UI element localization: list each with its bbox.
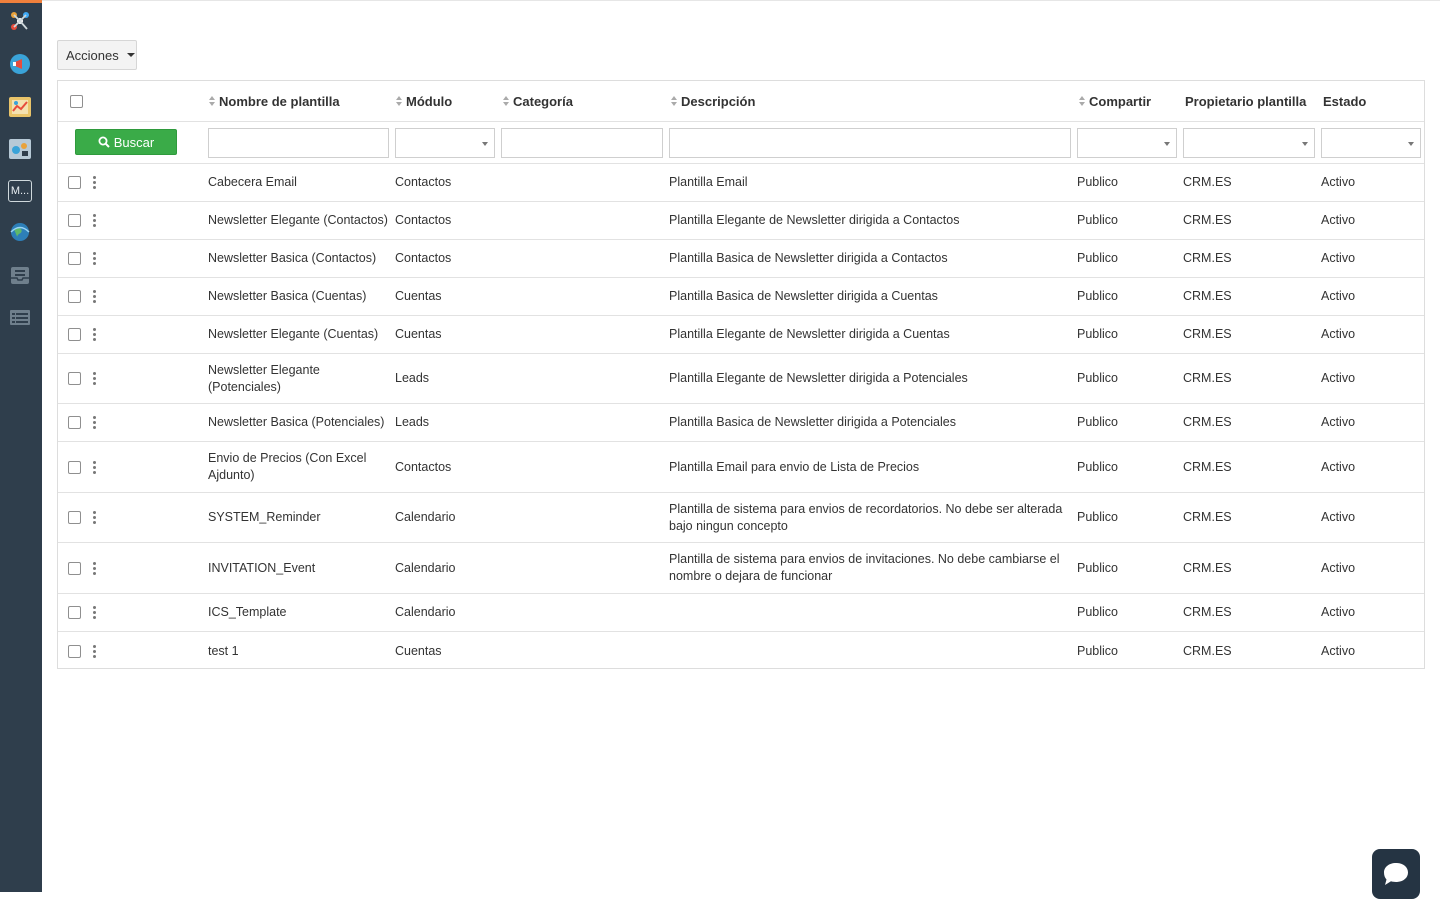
row-select-cell (68, 442, 96, 492)
cell-estado: Activo (1321, 289, 1356, 303)
table-row[interactable] (58, 442, 1424, 493)
cell-categoria (501, 632, 661, 670)
megaphone-icon (8, 52, 32, 76)
cell-modulo: Contactos (395, 213, 452, 227)
cell-modulo: Calendario (395, 560, 456, 575)
cell-categoria (501, 240, 661, 277)
cell-categoria (501, 404, 661, 441)
cell-nombre[interactable]: SYSTEM_Reminder (208, 510, 321, 524)
filter-estado-select[interactable] (1321, 128, 1421, 158)
more-vertical-icon[interactable] (93, 252, 96, 265)
cell-estado: Activo (1321, 251, 1356, 265)
table-row[interactable] (58, 493, 1424, 543)
cell-compartir: Publico (1077, 643, 1118, 658)
cell-categoria (501, 594, 661, 631)
search-button[interactable] (75, 129, 177, 155)
filter-categoria-input[interactable] (501, 128, 663, 158)
cell-categoria (501, 493, 661, 542)
sidebar (0, 0, 42, 892)
cell-descripcion: Plantilla de sistema para envios de invitaciones. No debe cambiarse el nombre o dejara de funcionar (669, 552, 1060, 583)
row-checkbox[interactable] (68, 645, 81, 658)
cell-nombre[interactable]: Newsletter Basica (Cuentas) (208, 289, 367, 303)
col-header-nombre[interactable] (209, 81, 340, 121)
chat-bubble-icon (1382, 861, 1410, 887)
templates-table (57, 80, 1425, 669)
sidebar-accent (0, 0, 42, 3)
cell-descripcion: Plantilla Email para envio de Lista de Precios (669, 459, 920, 474)
row-checkbox[interactable] (68, 328, 81, 341)
sidebar-item-sales[interactable] (8, 95, 32, 119)
globe-icon (8, 220, 32, 244)
cell-propietario: CRM.ES (1183, 213, 1232, 227)
col-header-propietario[interactable] (1185, 81, 1306, 121)
actions-label: Acciones (66, 47, 119, 63)
row-checkbox[interactable] (68, 461, 81, 474)
row-checkbox[interactable] (68, 372, 81, 385)
sort-icon (209, 96, 216, 107)
cell-nombre[interactable]: test 1 (208, 643, 239, 658)
cell-propietario: CRM.ES (1183, 459, 1232, 474)
cell-descripcion: Plantilla Elegante de Newsletter dirigida a Cuentas (669, 327, 950, 341)
cell-modulo: Contactos (395, 251, 452, 265)
row-checkbox[interactable] (68, 562, 81, 575)
table-row[interactable] (58, 632, 1424, 670)
row-select-cell (68, 164, 96, 201)
cell-descripcion: Plantilla Basica de Newsletter dirigida a Potenciales (669, 415, 956, 429)
more-vertical-icon[interactable] (93, 176, 96, 189)
table-row[interactable] (58, 543, 1424, 594)
cell-modulo: Cuentas (395, 289, 442, 303)
sidebar-item-more-label: M... (8, 180, 32, 202)
cell-nombre[interactable]: ICS_Template (208, 605, 287, 619)
cell-estado: Activo (1321, 643, 1356, 658)
filter-modulo-select[interactable] (395, 128, 495, 158)
more-vertical-icon[interactable] (93, 416, 96, 429)
more-vertical-icon[interactable] (93, 214, 96, 227)
col-header-nombre-label: Nombre de plantilla (219, 93, 340, 109)
actions-dropdown-button[interactable] (57, 40, 137, 70)
cell-compartir: Publico (1077, 415, 1118, 429)
cell-modulo: Calendario (395, 510, 456, 524)
cell-descripcion: Plantilla Basica de Newsletter dirigida a Cuentas (669, 289, 938, 303)
sidebar-item-home[interactable] (8, 9, 32, 33)
cell-propietario: CRM.ES (1183, 251, 1232, 265)
analytics-board-icon (8, 137, 32, 161)
cell-propietario: CRM.ES (1183, 415, 1232, 429)
filter-propietario-select[interactable] (1183, 128, 1315, 158)
cell-categoria (501, 278, 661, 315)
cell-descripcion: Plantilla Basica de Newsletter dirigida a Contactos (669, 251, 948, 265)
cell-nombre[interactable]: Newsletter Elegante (Cuentas) (208, 327, 379, 341)
cell-categoria (501, 354, 661, 403)
row-select-cell (68, 594, 96, 631)
row-checkbox[interactable] (68, 290, 81, 303)
table-row[interactable] (58, 278, 1424, 316)
cell-propietario: CRM.ES (1183, 605, 1232, 619)
cell-compartir: Publico (1077, 371, 1118, 385)
cell-propietario: CRM.ES (1183, 327, 1232, 341)
cell-descripcion: Plantilla de sistema para envios de recordatorios. No debe ser alterada bajo ningun concepto (669, 501, 1063, 533)
cell-categoria (501, 316, 661, 353)
col-header-modulo[interactable] (396, 81, 452, 121)
sort-icon (503, 96, 510, 107)
more-vertical-icon[interactable] (93, 511, 96, 524)
cell-compartir: Publico (1077, 510, 1118, 524)
cell-nombre[interactable]: Newsletter Basica (Contactos) (208, 251, 377, 265)
row-select-cell (68, 240, 96, 277)
row-checkbox[interactable] (68, 176, 81, 189)
more-vertical-icon[interactable] (93, 372, 96, 385)
cell-descripcion (669, 594, 1071, 631)
sort-icon (1079, 96, 1086, 107)
cell-categoria (501, 202, 661, 239)
cell-modulo: Calendario (395, 605, 456, 619)
table-header-row (58, 81, 1424, 122)
cell-nombre[interactable]: INVITATION_Event (208, 560, 316, 575)
cell-categoria (501, 442, 661, 492)
cell-nombre[interactable]: Newsletter Elegante (Contactos) (208, 213, 388, 227)
cell-estado: Activo (1321, 175, 1356, 189)
cell-estado: Activo (1321, 510, 1356, 524)
cell-modulo: Cuentas (395, 643, 442, 658)
cell-estado: Activo (1321, 459, 1356, 474)
filter-compartir-select[interactable] (1077, 128, 1177, 158)
row-checkbox[interactable] (68, 511, 81, 524)
caret-down-icon (127, 53, 135, 57)
cell-propietario: CRM.ES (1183, 289, 1232, 303)
sort-icon (396, 96, 403, 107)
table-row[interactable] (58, 164, 1424, 202)
col-header-estado[interactable] (1323, 81, 1366, 121)
filter-nombre-input[interactable] (208, 128, 389, 158)
cell-modulo: Leads (395, 371, 430, 385)
cell-estado: Activo (1321, 560, 1356, 575)
row-select-cell (68, 543, 96, 593)
row-select-cell (68, 354, 96, 403)
table-row[interactable] (58, 354, 1424, 404)
cell-nombre[interactable]: Cabecera Email (208, 175, 297, 189)
cell-propietario: CRM.ES (1183, 560, 1232, 575)
cell-compartir: Publico (1077, 459, 1118, 474)
more-vertical-icon[interactable] (93, 290, 96, 303)
cell-modulo: Cuentas (395, 327, 442, 341)
cell-modulo: Contactos (395, 459, 452, 474)
col-header-compartir-label: Compartir (1089, 93, 1152, 109)
cell-modulo: Leads (395, 415, 430, 429)
cell-compartir: Publico (1077, 560, 1118, 575)
more-vertical-icon[interactable] (93, 606, 96, 619)
row-checkbox[interactable] (68, 214, 81, 227)
table-row[interactable] (58, 240, 1424, 278)
col-header-categoria-label: Categoría (513, 93, 573, 109)
sidebar-item-more[interactable] (8, 179, 32, 203)
cell-descripcion: Plantilla Email (669, 175, 748, 189)
cell-categoria (501, 543, 661, 593)
more-vertical-icon[interactable] (93, 645, 96, 658)
row-select-cell (68, 404, 96, 441)
cell-nombre[interactable]: Newsletter Elegante (Potenciales) (208, 362, 320, 394)
table-filter-row (58, 122, 1424, 164)
sidebar-item-marketing[interactable] (8, 52, 32, 76)
cell-propietario: CRM.ES (1183, 510, 1232, 524)
list-icon (8, 305, 32, 329)
chart-board-icon (8, 95, 32, 119)
cell-propietario: CRM.ES (1183, 643, 1232, 658)
select-all-checkbox-cell[interactable] (70, 81, 83, 121)
table-row[interactable] (58, 316, 1424, 354)
more-vertical-icon[interactable] (93, 461, 96, 474)
inbox-icon (8, 263, 32, 287)
sidebar-item-analytics[interactable] (8, 137, 32, 161)
cell-compartir: Publico (1077, 175, 1118, 189)
row-checkbox[interactable] (68, 252, 81, 265)
row-select-cell (68, 202, 96, 239)
cell-estado: Activo (1321, 415, 1356, 429)
table-row[interactable] (58, 404, 1424, 442)
search-button-label: Buscar (113, 134, 155, 150)
sort-icon (671, 96, 678, 107)
cell-descripcion: Plantilla Elegante de Newsletter dirigida a Potenciales (669, 371, 968, 385)
col-header-propietario-label: Propietario plantilla (1185, 93, 1307, 109)
cell-compartir: Publico (1077, 605, 1118, 619)
cell-compartir: Publico (1077, 213, 1118, 227)
select-all-checkbox[interactable] (70, 95, 83, 108)
row-checkbox[interactable] (68, 416, 81, 429)
cell-propietario: CRM.ES (1183, 371, 1232, 385)
top-divider (42, 0, 1440, 1)
cell-descripcion: Plantilla Elegante de Newsletter dirigida a Contactos (669, 213, 960, 227)
cell-nombre[interactable]: Envio de Precios (Con Excel Ajdunto) (208, 451, 367, 482)
sidebar-item-list[interactable] (8, 305, 32, 329)
table-row[interactable] (58, 202, 1424, 240)
cell-descripcion (669, 632, 1071, 670)
more-vertical-icon[interactable] (93, 328, 96, 341)
row-select-cell (68, 632, 96, 670)
col-header-categoria[interactable] (503, 81, 573, 121)
sidebar-item-globe[interactable] (8, 220, 32, 244)
col-header-modulo-label: Módulo (406, 93, 453, 109)
row-select-cell (68, 278, 96, 315)
cell-compartir: Publico (1077, 289, 1118, 303)
col-header-estado-label: Estado (1323, 93, 1367, 109)
cell-compartir: Publico (1077, 327, 1118, 341)
cell-estado: Activo (1321, 371, 1356, 385)
cell-propietario: CRM.ES (1183, 175, 1232, 189)
cell-compartir: Publico (1077, 251, 1118, 265)
cell-estado: Activo (1321, 327, 1356, 341)
cell-estado: Activo (1321, 605, 1356, 619)
cell-categoria (501, 164, 661, 201)
row-select-cell (68, 316, 96, 353)
col-header-descripcion-label: Descripción (681, 93, 756, 109)
col-header-compartir[interactable] (1079, 81, 1151, 121)
search-icon (98, 136, 110, 148)
row-checkbox[interactable] (68, 606, 81, 619)
sidebar-item-inbox[interactable] (8, 263, 32, 287)
cell-modulo: Contactos (395, 175, 452, 189)
cell-nombre[interactable]: Newsletter Basica (Potenciales) (208, 415, 385, 429)
people-network-icon (8, 9, 32, 33)
more-vertical-icon[interactable] (93, 562, 96, 575)
col-header-descripcion[interactable] (671, 81, 755, 121)
filter-descripcion-input[interactable] (669, 128, 1071, 158)
cell-estado: Activo (1321, 213, 1356, 227)
table-row[interactable] (58, 594, 1424, 632)
row-select-cell (68, 493, 96, 542)
